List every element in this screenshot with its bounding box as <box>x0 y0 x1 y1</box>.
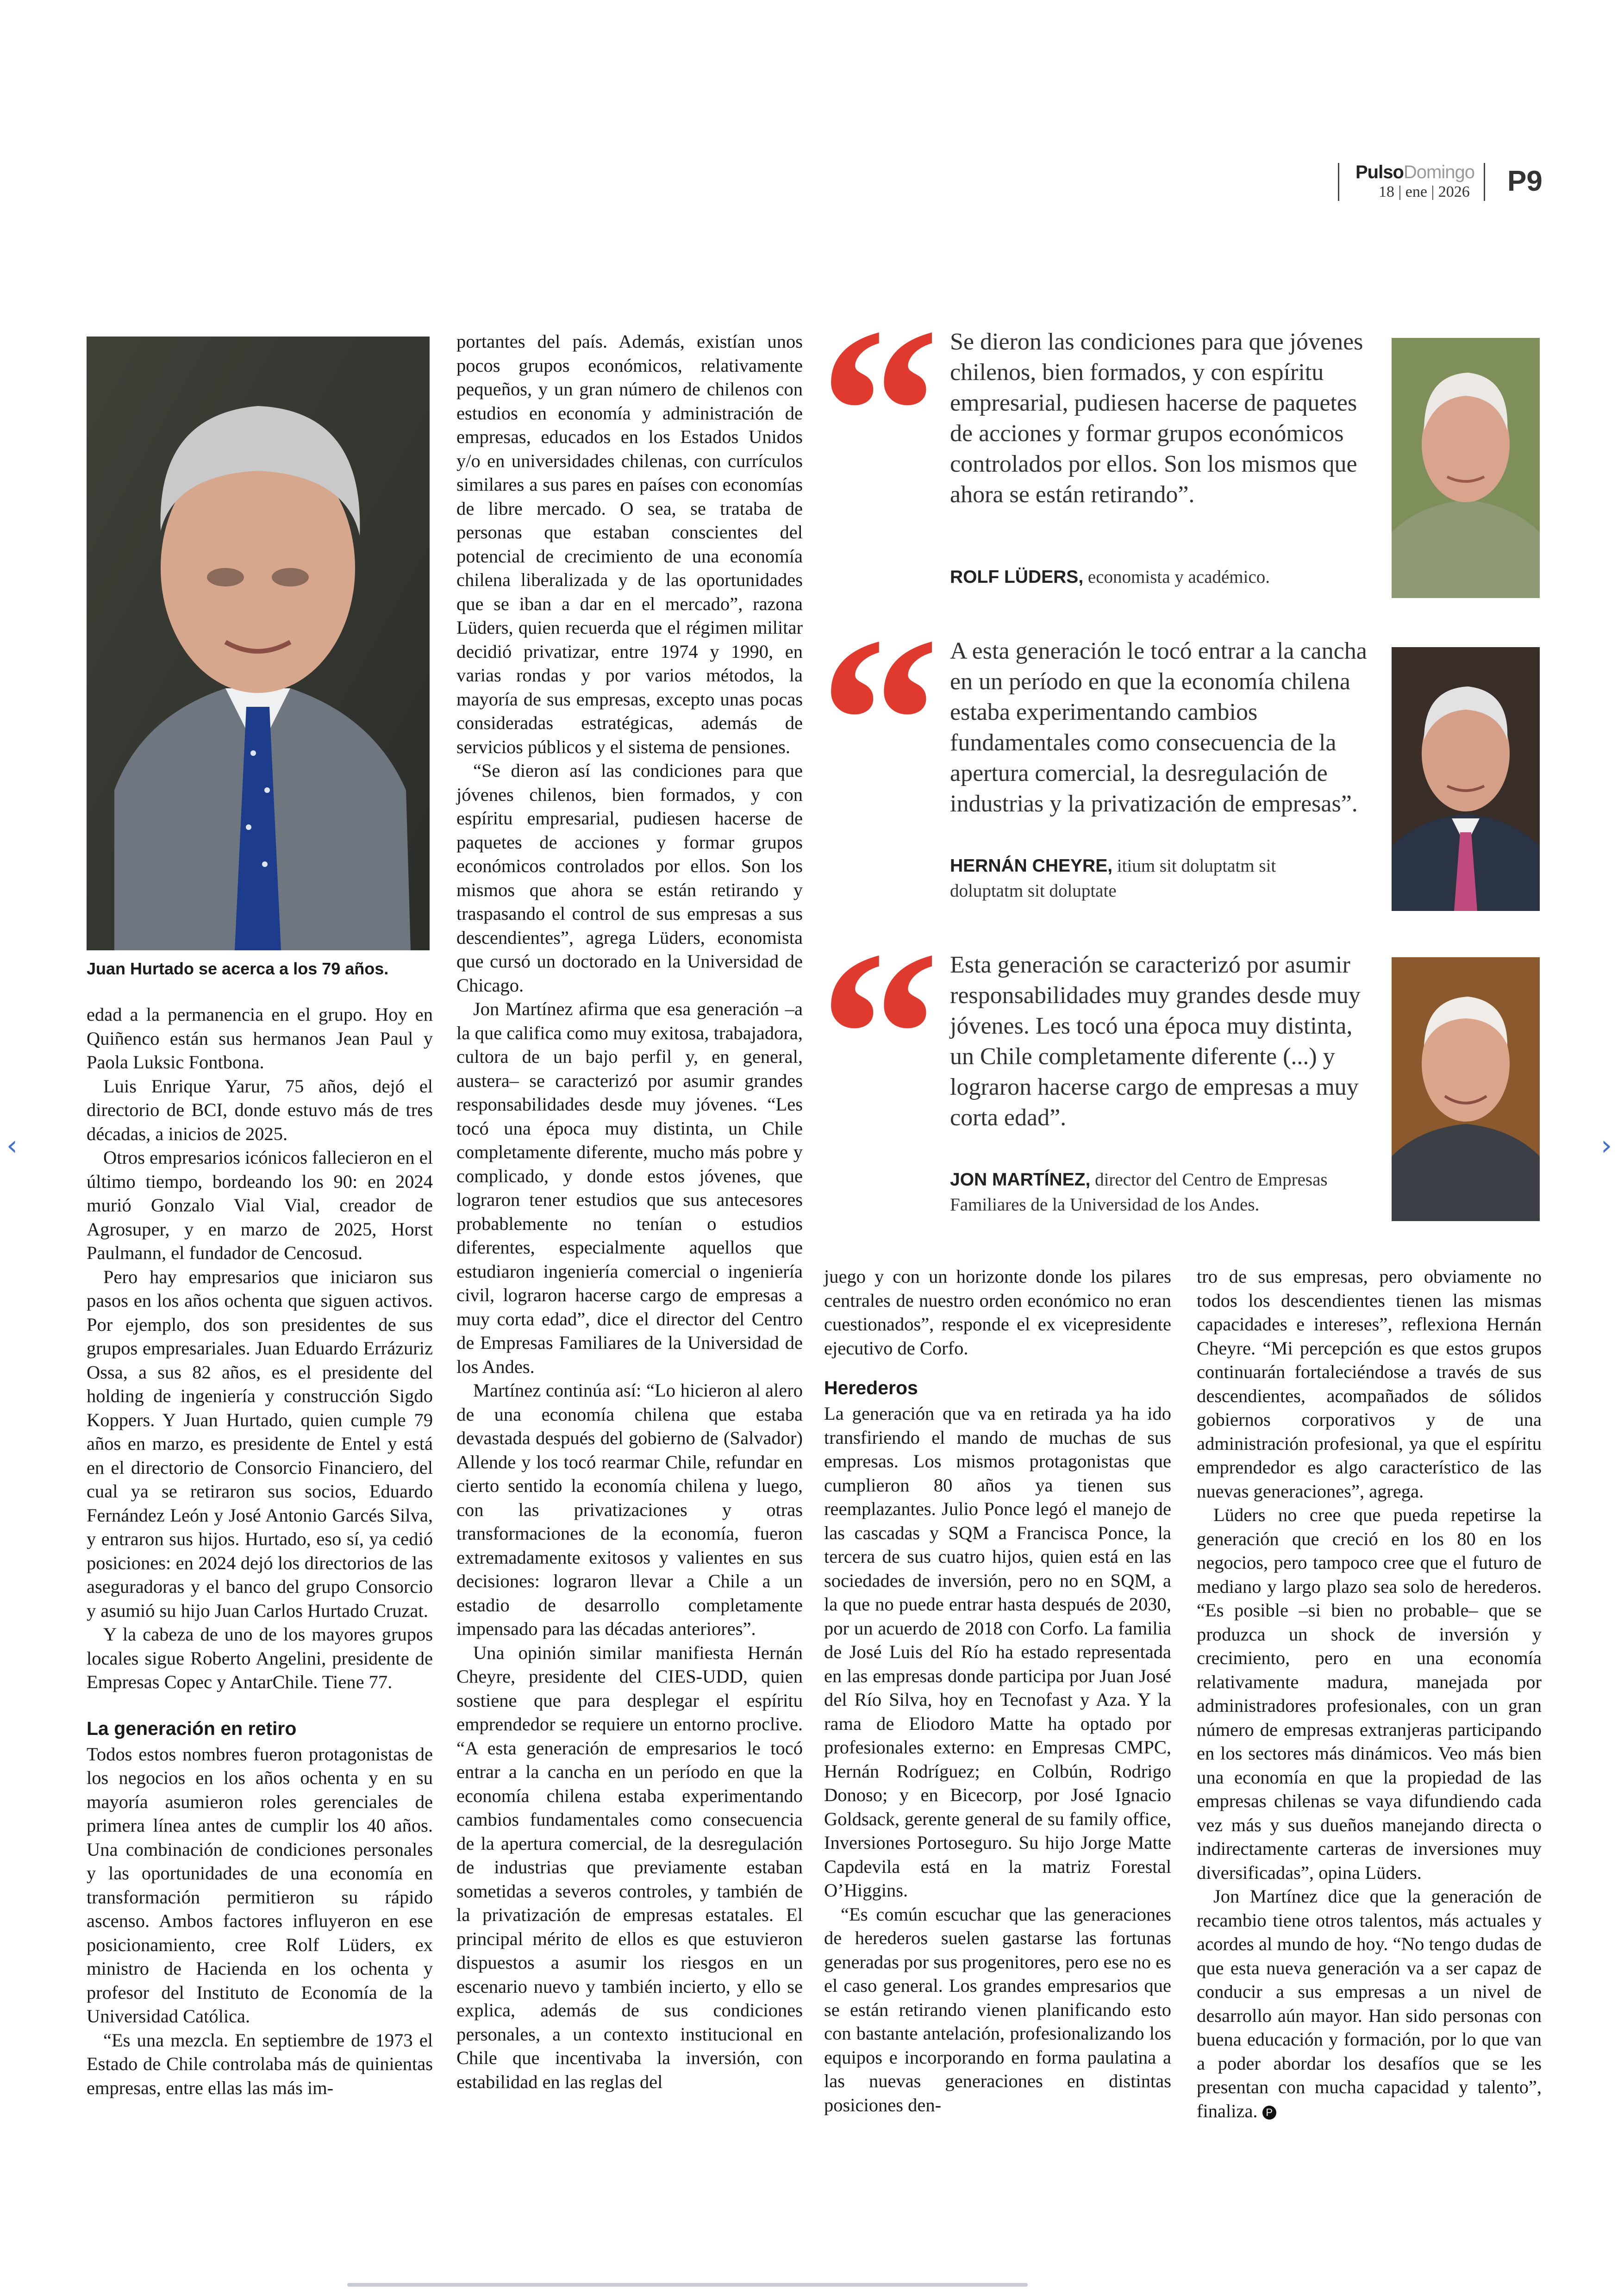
paragraph: edad a la permanencia en el grupo. Hoy en Quiñenco están sus hermanos Jean Paul y Paola Luksic Fontbona. <box>87 1004 433 1073</box>
paragraph: portantes del país. Además, existían unos pocos grupos económicos, relativamente pequeños, y un gran número de chilenos con estudios en economía y administración de empresas, educados en los Estados Unidos y/o en universidades chilenas, con currículos similares a sus pares en países con economías de libre mercado. O sea, se trataba de personas que estaban conscientes del potencial de crecimiento de una economía chilena liberalizada y de las oportunidades que se iban a dar en el mercado”, razona Lüders, quien recuerda que el régimen militar decidió privatizar, entre 1974 y 1990, en varias rondas y por varios métodos, la mayoría de sus empresas, excepto unas pocas consideradas estratégicas, además de servicios públicos y el sistema de pensiones. <box>456 331 803 757</box>
column-1 <box>87 1003 433 2100</box>
brand-logo: PulsoDomingo <box>1355 162 1474 182</box>
paragraph: Luis Enrique Yarur, 75 años, dejó el directorio de BCI, donde estuvo más de tres décadas, a inicios de 2025. <box>87 1075 433 1144</box>
paragraph: Otros empresarios icónicos fallecieron en el último tiempo, bordeando los 90: en 2024 murió Gonzalo Vial Vial, creador de Agrosuper, y en marzo de 2025, Horst Paulmann, el fundador de Cencosud. <box>87 1147 433 1263</box>
page-number: P9 <box>1507 165 1543 197</box>
quote-mark-icon: “ <box>819 588 940 854</box>
quote-author-martinez: JON MARTÍNEZ, director del Centro de Empresas Familiares de la Universidad de los Andes. <box>950 1170 1328 1215</box>
section-heading-herederos: Herederos <box>824 1377 918 1398</box>
next-page-button[interactable]: › <box>1601 1129 1612 1162</box>
pull-quote-luders: Se dieron las condiciones para que jóvenes chilenos, bien formados, y con espíritu empresarial, pudiesen hacerse de paquetes de acciones y formar grupos económicos controlados por ellos. Son los mismos que ahora se están retirando”. <box>950 329 1363 508</box>
column-4 <box>1197 1265 1542 2123</box>
paragraph: “Es común escuchar que las generaciones de herederos suelen gastarse las fortunas generadas por sus progenitores, pero ese no es el caso general. Los grandes empresarios que se están retirando vienen planificando esto con bastante antelación, profesionalizando los equipos e incorporando en forma paulatina a las nuevas generaciones en distintas posiciones den- <box>824 1903 1171 2115</box>
quote-mark-icon: “ <box>819 279 940 545</box>
portrait-rolf-luders <box>1392 338 1540 598</box>
paragraph: Lüders no cree que pueda repetirse la generación que creció en los 80 en los negocios, pero tampoco cree que el futuro de mediano y largo plazo sea solo de herederos. “Es posible –si bien no probable– que se produzca un shock de inversión y crecimiento, pero en una economía relativamente madura, manejada por administradores profesionales, con un gran número de empresas extranjeras participando en los sectores más dinámicos. Veo más bien una economía en que la propiedad de las empresas chilenas se vaya difundiendo cada vez más y sus dueños manejando directa o indirectamente carteras de inversiones muy diversificadas”, opina Lüders. <box>1197 1504 1542 1883</box>
photo-caption: Juan Hurtado se acerca a los 79 años. <box>87 959 389 978</box>
paragraph: juego y con un horizonte donde los pilares centrales de nuestro orden económico no eran cuestionados”, responde el ex vicepresidente ejecutivo de Corfo. <box>824 1266 1171 1359</box>
quote-mark-icon: “ <box>819 902 940 1168</box>
section-heading-retiro: La generación en retiro <box>87 1717 297 1739</box>
portrait-jon-martinez <box>1392 957 1540 1221</box>
horizontal-scrollbar[interactable] <box>347 2283 1028 2287</box>
portrait-hernan-cheyre <box>1392 647 1540 911</box>
paragraph: Todos estos nombres fueron protagonistas de los negocios en los años ochenta y en su mayoría asumieron roles gerenciales de primera línea antes de cumplir los 40 años. Una combinación de condiciones personales y las oportunidades de una economía en transformación permitieron su rápido ascenso. Ambos factores influyeron en ese posicionamiento, cree Rolf Lüders, ex ministro de Hacienda en los ochenta y profesor del Instituto de Economía de la Universidad Católica. <box>87 1743 433 2027</box>
quote-author-luders: ROLF LÜDERS, economista y académico. <box>950 567 1270 587</box>
pull-quote-martinez: Esta generación se caracterizó por asumir responsabilidades muy grandes desde muy jóvenes. Les tocó una época muy distinta, un Chile completamente diferente (...) y lograron hacerse cargo de empresas a muy corta edad”. <box>950 952 1361 1131</box>
paragraph: Jon Martínez afirma que esa generación –a la que califica como muy exitosa, trabajadora, cultora de un bajo perfil y, en general, austera– se caracterizó por asumir grandes responsabilidades desde muy jóvenes. “Les tocó una época muy distinta, un Chile completamente diferente, mucho más pobre y complicado, y donde estos jóvenes, que lograron tener estudios que sus antecesores probablemente no tenían o estudios diferentes, especialmente aquellos que estudiaron ingeniería comercial o ingeniería civil, lograron hacerse cargo de empresas a muy corta edad”, dice el director del Centro de Empresas Familiares de la Universidad de los Andes. <box>456 998 803 1377</box>
paragraph: “Es una mezcla. En septiembre de 1973 el Estado de Chile controlaba más de quinientas empresas, entre ellas las más im- <box>87 2029 433 2098</box>
column-2 <box>456 330 803 2094</box>
paragraph: tro de sus empresas, pero obviamente no todos los descendientes tienen las mismas capacidades e intereses”, reflexiona Hernán Cheyre. “Mi percepción es que estos grupos continuarán fortaleciéndose a través de sus descendientes, acompañados de sólidos gobiernos corporativos y de una administración profesional, ya que el espíritu emprendedor es algo característico de las nuevas generaciones”, agrega. <box>1197 1266 1542 1502</box>
paragraph: “Se dieron así las condiciones para que jóvenes chilenos, bien formados, y con espíritu empresarial, pudiesen hacerse de paquetes de acciones y formar grupos económicos controlados por ellos. Son los mismos que ahora se están retirando y traspasando el control de sus empresas a sus descendientes”, agrega Lüders, economista que cursó un doctorado en la Universidad de Chicago. <box>456 760 803 996</box>
previous-page-button[interactable]: ‹ <box>6 1129 18 1162</box>
header-divider-left <box>1338 163 1339 201</box>
paragraph: Pero hay empresarios que iniciaron sus pasos en los años ochenta que siguen activos. Por ejemplo, dos son presidentes de sus grupos empresariales. Juan Eduardo Errázuriz Ossa, a sus 82 años, es el presidente del holding de ingeniería y construcción Sigdo Koppers. Y Juan Hurtado, quien cumple 79 años en marzo, es presidente de Entel y está en el directorio de Consorcio Financiero, del cual ya se retiraron sus socios, Eduardo Fernández León y José Antonio Garcés Silva, y entraron sus hijos. Hurtado, eso sí, ya cedió posiciones: en 2024 dejó los directorios de las aseguradoras y el banco del grupo Consorcio y asumió su hijo Juan Carlos Hurtado Cruzat. <box>87 1266 433 1621</box>
portrait-juan-hurtado <box>87 337 430 950</box>
paragraph: Martínez continúa así: “Lo hicieron al alero de una economía chilena que estaba devastada después del gobierno de (Salvador) Allende y los tocó rearmar Chile, refundar en cierto sentido la economía chilena y luego, con las privatizaciones y otras transformaciones de la economía, fueron extremadamente exitosos y valientes en sus decisiones: lograron llevar a Chile a un estadio de desarrollo completamente impensado para las décadas anteriores”. <box>456 1380 803 1639</box>
paragraph: Jon Martínez dice que la generación de recambio tiene otros talentos, más actuales y acordes al mundo de hoy. “No tengo dudas de que esta nueva generación va a ser capaz de conducir a sus empresas a un nivel de desarrollo aún mayor. Han sido personas con buena educación y formación, por lo que van a poder abordar los desafíos que se les presentan con mucha capacidad y talento”, finaliza. P <box>1197 1886 1542 2121</box>
quote-author-cheyre: HERNÁN CHEYRE, itium sit doluptatm sit doluptatm sit doluptate <box>950 856 1276 901</box>
pull-quote-cheyre: A esta generación le tocó entrar a la cancha en un período en que la economía chilena estaba experimentando cambios fundamentales como consecuencia de la apertura comercial, la desregulación de industrias y la privatización de empresas”. <box>950 638 1367 817</box>
end-of-article-icon: P <box>1262 2106 1276 2120</box>
paragraph: La generación que va en retirada ya ha ido transfiriendo el mando de muchas de sus empresas. Los mismos protagonistas que cumplieron 80 años ya tienen sus reemplazantes. Julio Ponce legó el manejo de las cascadas y SQM a Francisca Ponce, la tercera de sus cuatro hijos, quien está en las sociedades de inversión, pero no en SQM, a la que no puede entrar hasta después de 2030, por un acuerdo de 2018 con Corfo. La familia de José Luis del Río ha estado representada en las empresas donde participa por Juan José del Río Silva, hoy en Tecnofast y Aza. Y la rama de Eliodoro Matte ha optado por profesionales externo: en Empresas CMPC, Hernán Rodríguez; en Colbún, Rodrigo Donoso; y en Bicecorp, por José Ignacio Goldsack, gerente general de su family office, Inversiones Portoseguro. Su hijo Jorge Matte Capdevila está en la matriz Forestal O’Higgins. <box>824 1403 1171 1901</box>
column-3 <box>824 1265 1171 2117</box>
issue-date: 18 | ene | 2026 <box>1379 183 1470 200</box>
header-divider-right <box>1484 163 1485 201</box>
paragraph: Y la cabeza de uno de los mayores grupos locales sigue Roberto Angelini, presidente de Empresas Copec y AntarChile. Tiene 77. <box>87 1624 433 1692</box>
paragraph: Una opinión similar manifiesta Hernán Cheyre, presidente del CIES-UDD, quien sostiene que para desplegar el espíritu emprendedor se requiere un entorno proclive. “A esta generación de empresarios le tocó entrar a la cancha en un período en que la economía chilena estaba experimentando cambios fundamentales como consecuencia de la apertura comercial, de la desregulación de industrias que previamente estaban sometidas a severos controles, y también de la privatización de empresas estatales. El principal mérito de ellos es que estuvieron dispuestos a asumir los riesgos en un escenario nuevo y también incierto, y ello se explica, además de sus condiciones personales, a un contexto institucional en Chile que incentivaba la inversión, con estabilidad en las reglas del <box>456 1642 803 2092</box>
